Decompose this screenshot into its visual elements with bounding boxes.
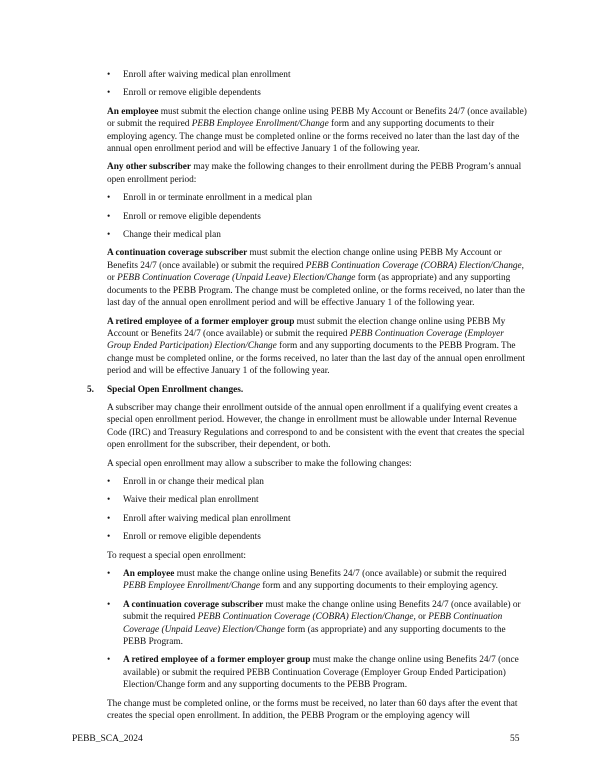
list-item: • A retired employee of a former employer group must make the change online using Benefits 24/7 (once available) or submit the required PEBB Continuation Coverage (Employer Group Ended Participation) Election/Change form and any supporting documents to the PEBB Program. [107,655,519,691]
bullet: • [107,599,111,610]
list-item: • Waive their medical plan enrollment [107,495,259,506]
footer-doc-id: PEBB_SCA_2024 [72,734,143,744]
list-item: • Enroll in or change their medical plan [107,476,264,487]
bullet: • [107,211,111,222]
list-item: • Enroll or remove eligible dependents [107,88,261,99]
footer-page-number: 55 [510,734,520,744]
page-content [87,69,527,728]
bullet: • [107,70,111,80]
other-subscriber-paragraph: Any other subscriber may make the following changes to their enrollment during the PEBB Program’s annual open enrollment period: [107,162,522,185]
bullet: • [107,532,111,543]
section-heading [87,384,527,396]
section-paragraph: The change must be completed online, or the forms must be received, no later than 60 days after the event that creates the special open enrollment. In addition, the PEBB Program or the employing agency will [107,698,518,722]
continuation-paragraph: A continuation coverage subscriber must submit the election change online using PEBB My Account or Benefits 24/7 (once available) or submit the required PEBB Continuation Coverage (COBRA) Election/Change, or PEBB Continuation Coverage (Unpaid Leave) Election/Change form (as appropriate) and any supporting documents to the PEBB Program. The change must be completed online, or the forms received, no later than the last day of the annual open enrollment period and will be effective January 1 of the following year. [107,248,525,309]
bullet: • [107,569,111,579]
bullet: • [107,655,111,666]
employee-paragraph: An employee must submit the election change online using PEBB My Account or Benefits 24/7 (once available) or submit the required PEBB Employee Enrollment/Change form and any supporting documents to their employing agency. The change must be completed online or the forms received no later than the last day of the annual open enrollment period and will be effective January 1 of the following year. [107,106,527,155]
bullet: • [107,88,111,99]
list-item: • Enroll after waiving medical plan enrollment [107,513,291,524]
bullet: • [107,495,111,506]
section-title: Special Open Enrollment changes. [107,384,244,395]
list-item: • Enroll or remove eligible dependents [107,211,261,222]
section-paragraph: A special open enrollment may allow a subscriber to make the following changes: [107,458,412,469]
list-item: • A continuation coverage subscriber must make the change online using Benefits 24/7 (once available) or submit the required PEBB Continuation Coverage (COBRA) Election/Change, or PEBB Continuation Coverage (Unpaid Leave) Election/Change form (as appropriate) and any supporting documents to the PEBB Program. [107,599,521,648]
bullet: • [107,476,111,487]
section-paragraph: To request a special open enrollment: [107,550,247,561]
bullet: • [107,513,111,524]
list-item: • Enroll in or terminate enrollment in a medical plan [107,193,312,204]
retired-paragraph: A retired employee of a former employer group must submit the election change online using PEBB My Account or Benefits 24/7 (once available) or submit the required PEBB Continuation Coverage (Employer Group Ended Participation) Election/Change form and any supporting documents to the PEBB Program. The change must be completed online, or the forms received, no later than the last day of the annual open enrollment period and will be effective January 1 of the following year. [107,316,525,377]
list-item: • An employee must make the change online using Benefits 24/7 (once available) or submit the required PEBB Employee Enrollment/Change form and any supporting documents to their employing agency. [107,569,507,592]
section-paragraph: A subscriber may change their enrollment outside of the annual open enrollment if a qualifying event creates a special open enrollment period. However, the change in enrollment must be allowable under Internal Revenue Code (IRC) and Treasury Regulations and correspond to and be consistent with the event that creates the special open enrollment for the subscriber, their dependent, or both. [107,402,525,451]
bullet: • [107,230,111,241]
section-number: 5. [87,384,94,395]
list-item: • Enroll after waiving medical plan enrollment [107,70,291,80]
bullet: • [107,193,111,204]
list-item: • Change their medical plan [107,230,221,241]
list-item: • Enroll or remove eligible dependents [107,532,261,543]
